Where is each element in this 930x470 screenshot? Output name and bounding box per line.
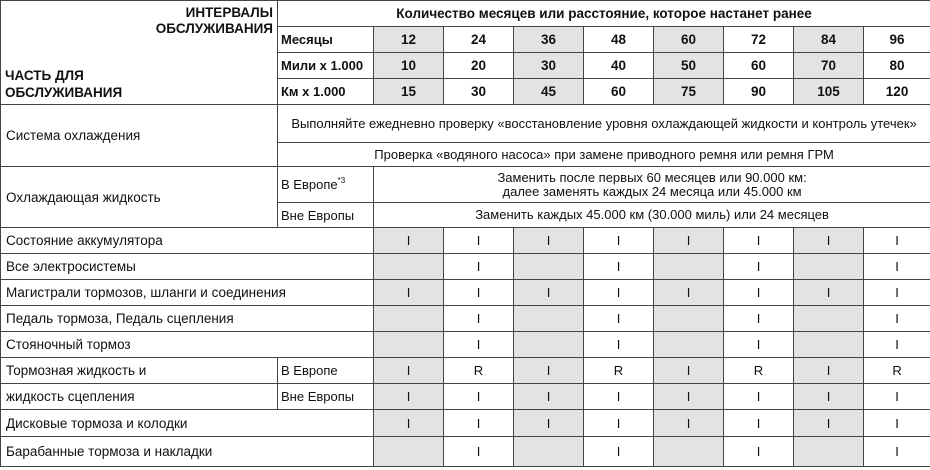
- item-mark: [794, 306, 864, 332]
- item-mark: I: [724, 280, 794, 306]
- interval-value: 60: [584, 79, 654, 105]
- part-item: Стояночный тормоз: [1, 332, 374, 358]
- part-item: Барабанные тормоза и накладки: [1, 437, 374, 467]
- interval-value: 120: [864, 79, 930, 105]
- interval-label: Мили x 1.000: [278, 53, 374, 79]
- interval-value: 84: [794, 27, 864, 53]
- interval-value: 75: [654, 79, 724, 105]
- header-corner: [1, 1, 278, 105]
- item-mark: I: [584, 306, 654, 332]
- item-mark: [374, 254, 444, 280]
- brake-outside-mark: I: [444, 384, 514, 410]
- brake-europe-mark: I: [514, 358, 584, 384]
- item-mark: I: [514, 228, 584, 254]
- interval-value: 72: [724, 27, 794, 53]
- coolant-europe-text: В Европе: [281, 177, 338, 192]
- item-mark: I: [654, 410, 724, 437]
- item-mark: [374, 437, 444, 467]
- item-mark: I: [864, 332, 930, 358]
- item-mark: I: [654, 280, 724, 306]
- item-mark: [654, 332, 724, 358]
- item-mark: I: [444, 280, 514, 306]
- part-item: Педаль тормоза, Педаль сцепления: [1, 306, 374, 332]
- item-mark: [514, 332, 584, 358]
- item-mark: [794, 437, 864, 467]
- intervals-label: ИНТЕРВАЛЫ ОБСЛУЖИВАНИЯ: [155, 5, 273, 36]
- row-item: [1, 332, 930, 358]
- interval-value: 105: [794, 79, 864, 105]
- brake-outside-label: Вне Европы: [278, 384, 374, 410]
- item-mark: [794, 332, 864, 358]
- item-mark: I: [864, 306, 930, 332]
- item-mark: I: [514, 280, 584, 306]
- item-mark: [374, 332, 444, 358]
- header-title-row: [1, 1, 930, 27]
- item-mark: I: [864, 410, 930, 437]
- interval-value: 45: [514, 79, 584, 105]
- item-mark: I: [584, 280, 654, 306]
- item-mark: I: [444, 228, 514, 254]
- interval-value: 50: [654, 53, 724, 79]
- interval-label: Км x 1.000: [278, 79, 374, 105]
- brake-europe-mark: I: [654, 358, 724, 384]
- interval-value: 12: [374, 27, 444, 53]
- item-mark: I: [864, 280, 930, 306]
- item-mark: I: [724, 254, 794, 280]
- header-title: Количество месяцев или расстояние, которое настанет ранее: [278, 1, 930, 27]
- item-mark: I: [584, 410, 654, 437]
- item-mark: [374, 306, 444, 332]
- item-mark: I: [374, 410, 444, 437]
- item-mark: I: [444, 437, 514, 467]
- coolant-europe-note: Заменить после первых 60 месяцев или 90.000 км: далее заменять каждых 24 месяца или 45.000 км: [374, 167, 930, 203]
- row-item: [1, 228, 930, 254]
- part-item: Дисковые тормоза и колодки: [1, 410, 374, 437]
- row-item: [1, 437, 930, 467]
- brake-europe-mark: R: [444, 358, 514, 384]
- cooling-note-daily: Выполняйте ежедневно проверку «восстановление уровня охлаждающей жидкости и контроль утечек»: [278, 105, 930, 143]
- item-mark: I: [584, 332, 654, 358]
- row-coolant-europe: [1, 167, 930, 203]
- brake-outside-mark: I: [724, 384, 794, 410]
- item-mark: [654, 306, 724, 332]
- interval-value: 15: [374, 79, 444, 105]
- item-mark: I: [654, 228, 724, 254]
- item-mark: [654, 254, 724, 280]
- item-mark: I: [794, 280, 864, 306]
- part-label: ЧАСТЬ ДЛЯ ОБСЛУЖИВАНИЯ: [5, 68, 123, 100]
- brake-europe-mark: R: [864, 358, 930, 384]
- item-mark: I: [374, 228, 444, 254]
- interval-value: 36: [514, 27, 584, 53]
- item-mark: I: [724, 332, 794, 358]
- coolant-europe-footnote: *3: [337, 176, 346, 185]
- item-mark: I: [794, 228, 864, 254]
- interval-value: 48: [584, 27, 654, 53]
- item-mark: I: [864, 437, 930, 467]
- brake-europe-mark: I: [794, 358, 864, 384]
- item-mark: [654, 437, 724, 467]
- interval-value: 40: [584, 53, 654, 79]
- item-mark: I: [584, 228, 654, 254]
- schedule-body: [1, 1, 930, 467]
- coolant-outside-note: Заменить каждых 45.000 км (30.000 миль) или 24 месяцев: [374, 203, 930, 228]
- item-mark: I: [374, 280, 444, 306]
- item-mark: I: [864, 228, 930, 254]
- item-mark: I: [444, 332, 514, 358]
- item-mark: I: [444, 410, 514, 437]
- interval-value: 24: [444, 27, 514, 53]
- brake-europe-mark: R: [724, 358, 794, 384]
- item-mark: I: [444, 254, 514, 280]
- item-mark: I: [724, 437, 794, 467]
- interval-value: 90: [724, 79, 794, 105]
- brake-outside-mark: I: [374, 384, 444, 410]
- part-brake-fluid-line2: жидкость сцепления: [1, 384, 278, 410]
- coolant-europe-label: [278, 167, 374, 203]
- item-mark: I: [864, 254, 930, 280]
- interval-value: 80: [864, 53, 930, 79]
- item-mark: [794, 254, 864, 280]
- item-mark: I: [794, 410, 864, 437]
- row-brake-fluid-europe: [1, 358, 930, 384]
- interval-value: 60: [724, 53, 794, 79]
- brake-europe-label: В Европе: [278, 358, 374, 384]
- item-mark: I: [724, 306, 794, 332]
- brake-outside-mark: I: [514, 384, 584, 410]
- row-cooling-system: [1, 105, 930, 143]
- cooling-note-pump: Проверка «водяного насоса» при замене приводного ремня или ремня ГРМ: [278, 143, 930, 167]
- interval-value: 20: [444, 53, 514, 79]
- coolant-outside-label: Вне Европы: [278, 203, 374, 228]
- interval-value: 60: [654, 27, 724, 53]
- row-item: [1, 254, 930, 280]
- part-brake-fluid-line1: Тормозная жидкость и: [1, 358, 278, 384]
- row-item: [1, 306, 930, 332]
- part-item: Все электросистемы: [1, 254, 374, 280]
- interval-value: 30: [444, 79, 514, 105]
- part-item: Магистрали тормозов, шланги и соединения: [1, 280, 374, 306]
- part-item: Состояние аккумулятора: [1, 228, 374, 254]
- part-cooling-system: Система охлаждения: [1, 105, 278, 167]
- part-coolant: Охлаждающая жидкость: [1, 167, 278, 228]
- row-item: [1, 410, 930, 437]
- interval-label: Месяцы: [278, 27, 374, 53]
- item-mark: [514, 437, 584, 467]
- item-mark: I: [724, 410, 794, 437]
- interval-value: 96: [864, 27, 930, 53]
- brake-outside-mark: I: [864, 384, 930, 410]
- item-mark: I: [514, 410, 584, 437]
- row-item: [1, 280, 930, 306]
- item-mark: [514, 306, 584, 332]
- interval-value: 30: [514, 53, 584, 79]
- item-mark: [514, 254, 584, 280]
- item-mark: I: [724, 228, 794, 254]
- interval-value: 70: [794, 53, 864, 79]
- brake-outside-mark: I: [654, 384, 724, 410]
- brake-outside-mark: I: [584, 384, 654, 410]
- item-mark: I: [444, 306, 514, 332]
- item-mark: I: [584, 437, 654, 467]
- brake-europe-mark: R: [584, 358, 654, 384]
- item-mark: I: [584, 254, 654, 280]
- brake-europe-mark: I: [374, 358, 444, 384]
- interval-value: 10: [374, 53, 444, 79]
- brake-outside-mark: I: [794, 384, 864, 410]
- row-brake-fluid-outside: [1, 384, 930, 410]
